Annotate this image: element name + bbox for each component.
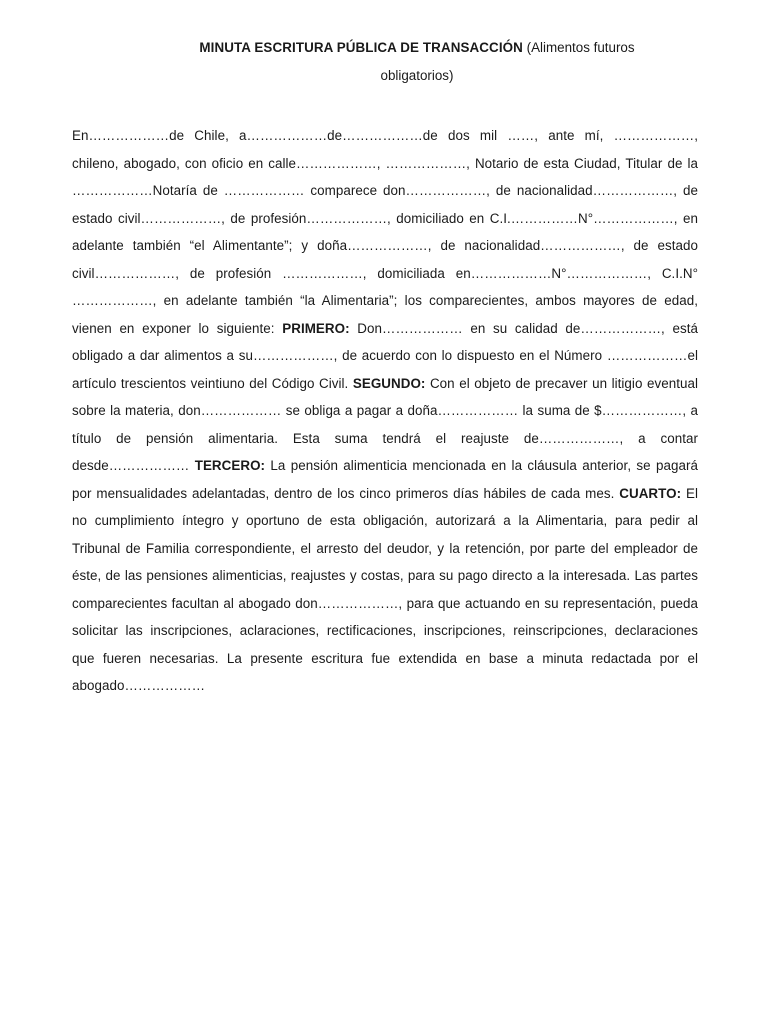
clause-heading-primero-text: PRIMERO: [282,320,350,336]
clause-heading-tercero-text: TERCERO: [194,458,266,473]
document-title-rest: (Alimentos futuros [522,40,635,55]
body-paragraph-intro: En………………de Chile, a………………de………………de dos mil ……, ante mí, ………………, chileno, abogado, con oficio en calle………………, ………………, Notario de esta Ciudad, Titular de la ………………Notaría de ……………… comparece don………………, de nacionalidad………………, de estado civil………………, de profesión………………, domiciliado en C.I.……………N°………………, en adelante también “el Alimentante”; y doña………………, de nacionalidad………………, de estado civil………………, de profesión ………………, domiciliada en………………N°………………, C.I.N° ………………, en adelante también “la Alimentaria”; los comparecientes, ambos mayores de edad, vienen en exponer lo siguiente: [72,128,698,336]
clause-heading-cuarto [619,486,681,501]
document-title [72,38,698,58]
clause-cuarto-text: El no cumplimiento íntegro y oportuno de esta obligación, autorizará a la Alimentaria, para pedir al Tribunal de Familia correspondiente, el arresto del deudor, y la retención, por parte del empleador de éste, de las pensiones alimenticias, reajustes y costas, para su pago directo a la interesada. Las partes comparecientes facultan al abogado don………………, para que actuando en su representación, pueda solicitar las inscripciones, aclaraciones, rectificaciones, inscripciones, reinscripciones, declaraciones que fueren necesarias. La presente escritura fue extendida en base a minuta redactada por el abogado……………… [72,485,698,693]
document-title-line2: obligatorios) [380,68,454,83]
clause-primero-text: Don……………… en su calidad de………………, está obligado a dar alimentos a su………………, de acuerdo con lo dispuesto en el Número ………………el artículo trescientos veintiuno del Código Civil. [72,320,698,391]
clause-tercero-text: La pensión alimenticia mencionada en la cláusula anterior, se pagará por mensualidades adelantadas, dentro de los cinco primeros días hábiles de cada mes. [72,458,698,501]
clause-heading-primero [282,321,349,336]
clause-heading-segundo [353,376,426,391]
clause-heading-segundo-text: SEGUNDO: [352,375,426,391]
clause-segundo-text: Con el objeto de precaver un litigio eventual sobre la materia, don……………… se obliga a pagar a doña……………… la suma de $………………, a título de pensión alimentaria. Esta suma tendrá el reajuste de………………, a contar desde……………… [72,375,698,473]
clause-heading-cuarto-text: CUARTO: [619,485,682,501]
clause-heading-tercero [195,458,265,473]
document-title-bold: MINUTA ESCRITURA PÚBLICA DE TRANSACCIÓN [199,40,523,55]
document-body [72,122,698,700]
